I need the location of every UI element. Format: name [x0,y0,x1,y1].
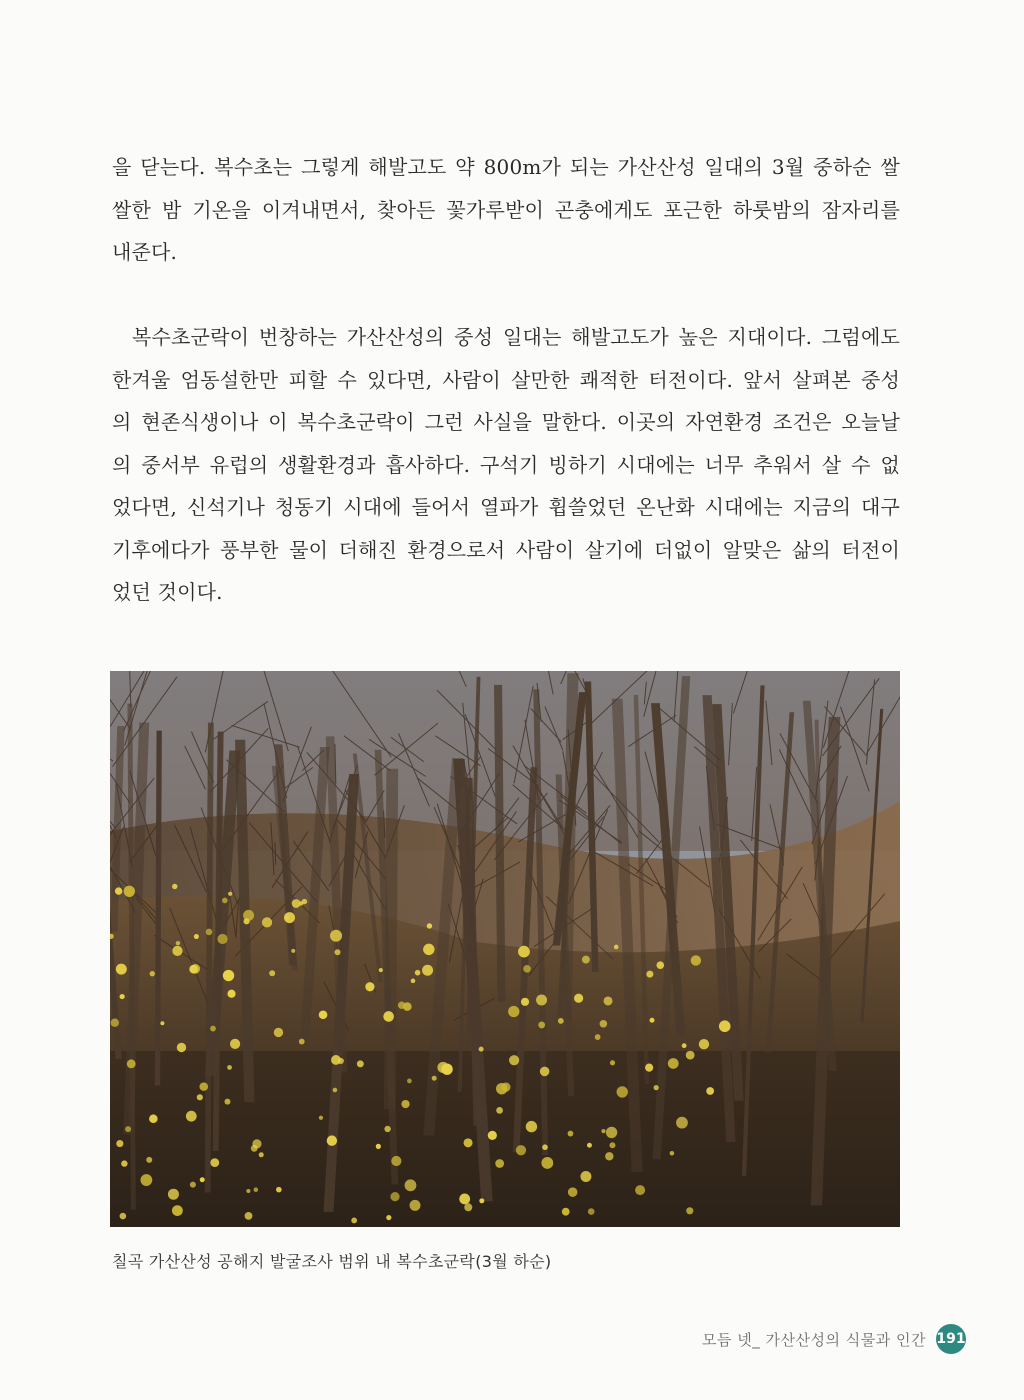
running-title: 모듬 넷_ 가산산성의 식물과 인간 [702,1330,926,1349]
paragraph-2 [112,316,900,614]
text-line: 내준다. [112,240,178,264]
forest-photo [110,671,900,1227]
text-line: 의 현존식생이나 이 복수초군락이 그런 사실을 말한다. 이곳의 자연환경 조건은 오늘날 [112,410,900,434]
text-line: 쌀한 밤 기온을 이겨내면서, 찾아든 꽃가루받이 곤충에게도 포근한 하룻밤의 잠자리를 [112,197,900,222]
text-line: 복수초군락이 번창하는 가산산성의 중성 일대는 해발고도가 높은 지대이다. 그럼에도 [132,325,900,349]
paragraph-1 [112,146,900,274]
text-line: 었다면, 신석기나 청동기 시대에 들어서 열파가 휩쓸었던 온난화 시대에는 지금의 대구 [112,495,900,519]
photo-caption: 칠곡 가산산성 공해지 발굴조사 범위 내 복수초군락(3월 하순) [112,1252,552,1271]
text-line: 을 닫는다. 복수초는 그렇게 해발고도 약 800m가 되는 가산산성 일대의 3월 중하순 쌀 [112,155,900,179]
page-number-badge: 191 [936,1324,966,1354]
text-line: 었던 것이다. [112,580,223,604]
page-footer [702,1322,966,1356]
text-line: 의 중서부 유럽의 생활환경과 흡사하다. 구석기 빙하기 시대에는 너무 추워서 살 수 없 [112,452,900,477]
text-line: 한겨울 엄동설한만 피할 수 있다면, 사람이 살만한 쾌적한 터전이다. 앞서 살펴본 중성 [112,367,900,392]
forest-photo-illustration [110,671,900,1227]
text-line: 기후에다가 풍부한 물이 더해진 환경으로서 사람이 살기에 더없이 알맞은 삶의 터전이 [112,537,900,562]
